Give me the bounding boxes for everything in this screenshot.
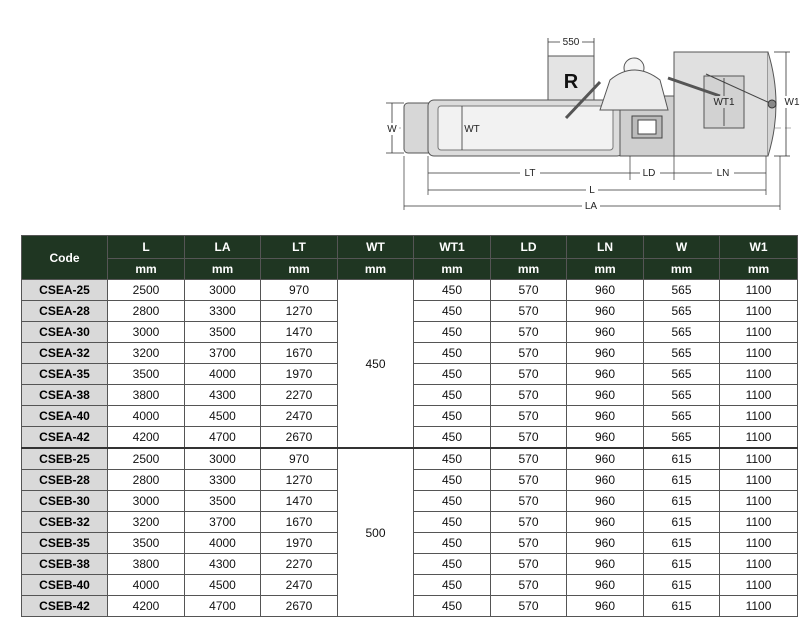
cell-l: 4000 [108,406,185,427]
cell-l: 3800 [108,554,185,575]
header-code: Code [22,236,108,280]
cell-l: 2800 [108,470,185,491]
cell-wt1: 450 [414,533,491,554]
cell-w1: 1100 [720,364,798,385]
cell-ln: 960 [567,533,644,554]
cell-ld: 570 [491,554,567,575]
cell-lt: 1970 [261,364,338,385]
cell-wt1: 450 [414,512,491,533]
cell-ld: 570 [491,512,567,533]
cell-w1: 1100 [720,491,798,512]
cell-w1: 1100 [720,301,798,322]
dim-w1-label: W1 [784,97,800,108]
cell-ln: 960 [567,406,644,427]
header-ld: LD [491,236,567,259]
cell-ln: 960 [567,322,644,343]
header-w: W [644,236,720,259]
dim-l-label: L [589,185,595,196]
cell-ld: 570 [491,322,567,343]
reel-label: R [563,71,579,93]
cell-ld: 570 [491,491,567,512]
cell-lt: 970 [261,448,338,470]
cell-lt: 2270 [261,385,338,406]
cell-w1: 1100 [720,385,798,406]
dim-la-label: LA [584,201,598,212]
cell-w: 565 [644,385,720,406]
dim-550-label: 550 [562,37,580,48]
units-row [22,259,798,280]
cell-w1: 1100 [720,427,798,449]
cell-w1: 1100 [720,533,798,554]
cell-w: 565 [644,301,720,322]
cell-l: 2500 [108,448,185,470]
cell-la: 4300 [185,385,261,406]
cell-ln: 960 [567,301,644,322]
cell-l: 3200 [108,343,185,364]
cell-lt: 1970 [261,533,338,554]
cell-ln: 960 [567,427,644,449]
cell-w1: 1100 [720,470,798,491]
unit-ld: mm [491,259,567,280]
cell-w1: 1100 [720,322,798,343]
cell-w: 615 [644,448,720,470]
dimension-diagram [380,30,800,215]
cell-ld: 570 [491,596,567,617]
cell-w1: 1100 [720,343,798,364]
cell-la: 4500 [185,575,261,596]
cell-ln: 960 [567,448,644,470]
cell-ld: 570 [491,385,567,406]
cell-w1: 1100 [720,406,798,427]
cell-lt: 2470 [261,575,338,596]
cell-w: 615 [644,470,720,491]
cell-code: CSEB-35 [22,533,108,554]
cell-ld: 570 [491,470,567,491]
header-wt1: WT1 [414,236,491,259]
cell-ld: 570 [491,427,567,449]
cell-w1: 1100 [720,596,798,617]
cell-code: CSEA-35 [22,364,108,385]
cell-wt1: 450 [414,596,491,617]
table-row [22,448,798,470]
header-wt: WT [338,236,414,259]
cell-la: 4300 [185,554,261,575]
cell-wt1: 450 [414,575,491,596]
cell-l: 4200 [108,596,185,617]
cell-lt: 1470 [261,322,338,343]
cell-w1: 1100 [720,448,798,470]
cell-ld: 570 [491,343,567,364]
cell-code: CSEB-30 [22,491,108,512]
cell-ld: 570 [491,406,567,427]
cell-la: 3300 [185,470,261,491]
cell-lt: 1270 [261,301,338,322]
cell-wt1: 450 [414,385,491,406]
cell-l: 4200 [108,427,185,449]
cell-ln: 960 [567,491,644,512]
cell-ld: 570 [491,364,567,385]
unit-w: mm [644,259,720,280]
cell-w: 615 [644,554,720,575]
cell-ln: 960 [567,512,644,533]
cell-lt: 1470 [261,491,338,512]
cell-la: 3000 [185,448,261,470]
cell-lt: 2470 [261,406,338,427]
cell-wt1: 450 [414,406,491,427]
cell-code: CSEB-28 [22,470,108,491]
dim-ln-label: LN [716,168,730,179]
unit-l: mm [108,259,185,280]
table-row [22,280,798,301]
cell-w1: 1100 [720,512,798,533]
cell-ln: 960 [567,343,644,364]
cell-code: CSEB-32 [22,512,108,533]
cell-la: 4000 [185,364,261,385]
unit-la: mm [185,259,261,280]
cell-la: 4700 [185,427,261,449]
cell-code: CSEB-40 [22,575,108,596]
cell-l: 3200 [108,512,185,533]
cell-wt: 450 [338,280,414,449]
cell-wt: 500 [338,448,414,617]
machine-drawing [380,30,800,215]
cell-wt1: 450 [414,554,491,575]
cell-l: 3800 [108,385,185,406]
cell-lt: 1270 [261,470,338,491]
cell-code: CSEB-38 [22,554,108,575]
cell-l: 4000 [108,575,185,596]
cell-w1: 1100 [720,575,798,596]
header-w1: W1 [720,236,798,259]
cell-code: CSEA-28 [22,301,108,322]
cell-wt1: 450 [414,491,491,512]
cell-ld: 570 [491,448,567,470]
spec-table [21,235,798,617]
header-la: LA [185,236,261,259]
cell-la: 3000 [185,280,261,301]
cell-w: 565 [644,406,720,427]
unit-lt: mm [261,259,338,280]
cell-lt: 2670 [261,427,338,449]
cell-wt1: 450 [414,448,491,470]
cell-l: 3000 [108,322,185,343]
cell-la: 4000 [185,533,261,554]
cell-wt1: 450 [414,470,491,491]
cell-wt1: 450 [414,364,491,385]
cell-l: 2800 [108,301,185,322]
cell-w: 615 [644,575,720,596]
cell-code: CSEA-38 [22,385,108,406]
dim-wt1-label: WT1 [713,97,735,108]
cell-code: CSEA-42 [22,427,108,449]
unit-ln: mm [567,259,644,280]
spec-table-body [22,280,798,617]
cell-wt1: 450 [414,343,491,364]
cell-ln: 960 [567,385,644,406]
cell-ld: 570 [491,533,567,554]
cell-w: 565 [644,427,720,449]
header-ln: LN [567,236,644,259]
cell-ld: 570 [491,280,567,301]
cell-l: 3000 [108,491,185,512]
header-row [22,236,798,259]
cell-la: 4500 [185,406,261,427]
cell-l: 2500 [108,280,185,301]
cell-w1: 1100 [720,554,798,575]
cell-ln: 960 [567,596,644,617]
cell-wt1: 450 [414,427,491,449]
dim-lt-label: LT [524,168,536,179]
cell-la: 3700 [185,343,261,364]
cell-w: 565 [644,343,720,364]
cell-l: 3500 [108,533,185,554]
unit-wt1: mm [414,259,491,280]
cell-wt1: 450 [414,301,491,322]
dim-wt-label: WT [464,124,480,135]
cell-la: 4700 [185,596,261,617]
header-l: L [108,236,185,259]
unit-wt: mm [338,259,414,280]
cell-ln: 960 [567,364,644,385]
cell-ld: 570 [491,301,567,322]
cell-ln: 960 [567,575,644,596]
cell-wt1: 450 [414,280,491,301]
cell-la: 3500 [185,322,261,343]
cell-la: 3300 [185,301,261,322]
unit-w1: mm [720,259,798,280]
cell-ln: 960 [567,470,644,491]
cell-la: 3700 [185,512,261,533]
cell-ln: 960 [567,280,644,301]
cell-wt1: 450 [414,322,491,343]
cell-code: CSEB-25 [22,448,108,470]
cell-lt: 2670 [261,596,338,617]
cell-la: 3500 [185,491,261,512]
cell-lt: 1670 [261,343,338,364]
cell-code: CSEA-40 [22,406,108,427]
cell-ld: 570 [491,575,567,596]
cell-w: 565 [644,364,720,385]
cell-w: 565 [644,280,720,301]
cell-lt: 1670 [261,512,338,533]
dim-ld-label: LD [642,168,656,179]
cell-w: 615 [644,533,720,554]
dim-w-label: W [387,124,397,135]
cell-code: CSEB-42 [22,596,108,617]
cell-lt: 970 [261,280,338,301]
cell-code: CSEA-32 [22,343,108,364]
cell-l: 3500 [108,364,185,385]
cell-w1: 1100 [720,280,798,301]
cell-ln: 960 [567,554,644,575]
cell-w: 565 [644,322,720,343]
cell-code: CSEA-25 [22,280,108,301]
cell-w: 615 [644,596,720,617]
header-lt: LT [261,236,338,259]
cell-code: CSEA-30 [22,322,108,343]
operator-body [600,70,668,110]
cell-w: 615 [644,491,720,512]
cell-lt: 2270 [261,554,338,575]
cell-w: 615 [644,512,720,533]
